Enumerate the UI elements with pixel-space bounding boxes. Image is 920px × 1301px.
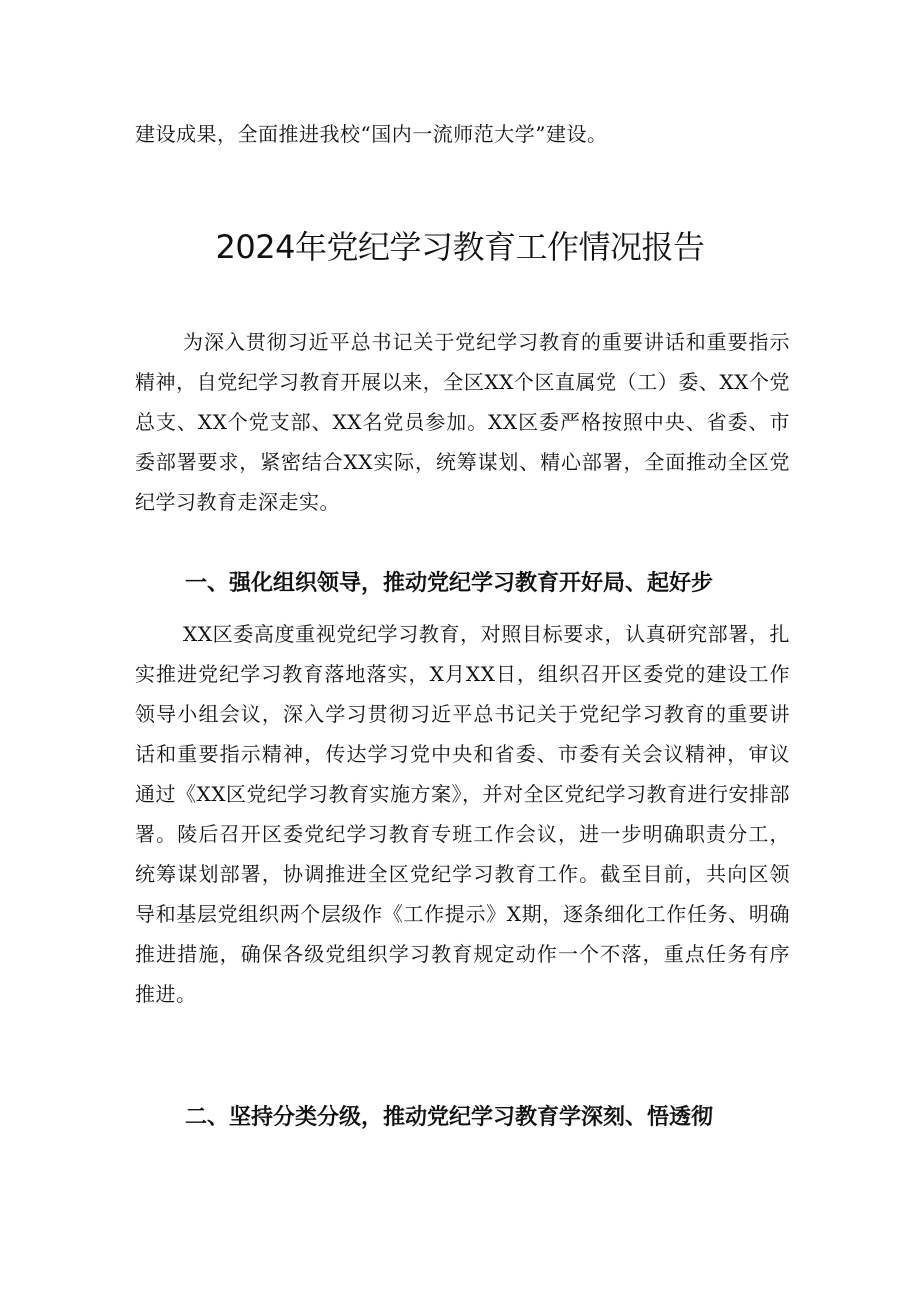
carry-over-paragraph: 建设成果，全面推进我校“国内一流师范大学”建设。 xyxy=(135,122,608,146)
section-heading-2: 二、坚持分类分级，推动党纪学习教育学深刻、悟透彻 xyxy=(185,1105,714,1130)
intro-paragraph: 为深入贯彻习近平总书记关于党纪学习教育的重要讲话和重要指示精神，自党纪学习教育开展以来，全区XX个区直属党（工）委、XX个党总支、XX个党支部、XX名党员参加。XX区委严格按照中央、省委、市委部署要求，紧密结合XX实际，统筹谋划、精心部署，全面推动全区党纪学习教育走深走实。 xyxy=(135,330,790,514)
section-heading-1: 一、强化组织领导，推动党纪学习教育开好局、起好步 xyxy=(185,571,714,596)
section-paragraph-1: XX区委高度重视党纪学习教育，对照目标要求，认真研究部署，扎实推进党纪学习教育落地落实，X月XX日，组织召开区委党的建设工作领导小组会议，深入学习贯彻习近平总书记关于党纪学习教育的重要讲话和重要指示精神，传达学习党中央和省委、市委有关会议精神，审议通过《XX区党纪学习教育实施方案》，并对全区党纪学习教育进行安排部署。陵后召开区委党纪学习教育专班工作会议，进一步明确职责分工，统筹谋划部署，协调推进全区党纪学习教育工作。截至目前，共向区领导和基层党组织两个层级作《工作提示》X期，逐条细化工作任务、明确推进措施，确保各级党组织学习教育规定动作一个不落，重点任务有序推进。 xyxy=(135,622,790,1006)
page-title: 2024年党纪学习教育工作情况报告 xyxy=(215,228,705,266)
